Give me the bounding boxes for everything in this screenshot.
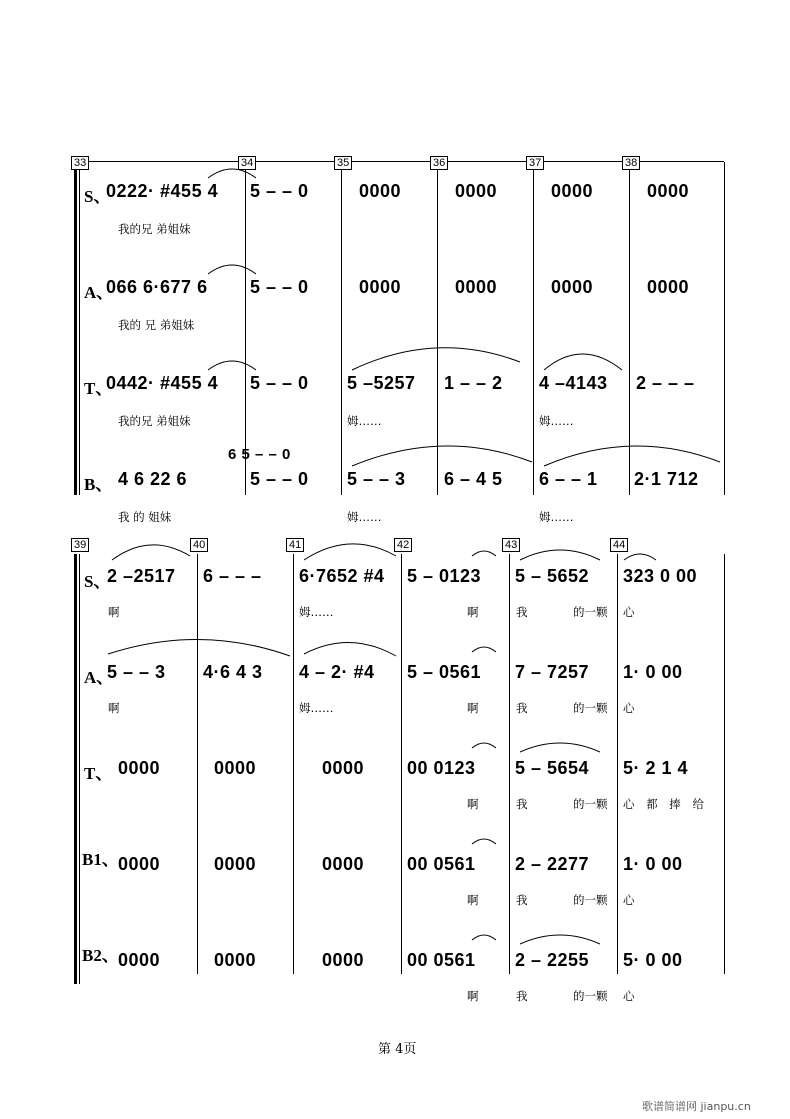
notes: 5· 2 1 4 [623,758,689,778]
notes: 0000 [118,758,161,778]
slur [544,354,622,370]
notes: 7 – 7257 [515,662,590,682]
lyric: 的一颗 [573,989,608,1003]
lyric: 我 [516,797,528,811]
watermark: 歌谱简谱网 jianpu.cn [642,1100,751,1113]
notes: 4·6 4 3 [203,662,263,682]
measure-number: 43 [502,538,520,552]
notes: 5 – – 3 [107,662,166,682]
lyric: 姆…… [347,510,382,524]
slur [352,348,520,370]
notes: 5 – – 0 [250,277,309,297]
lyric: 姆…… [299,701,334,715]
notes: 0000 [551,277,594,297]
lyric: 的一颗 [573,701,608,715]
slur [472,935,496,940]
part-label-bass: B、 [84,475,113,494]
lyric: 啊 [467,701,479,715]
lyric: 姆…… [539,510,574,524]
lyric: 啊 [108,605,120,619]
slur [208,361,256,370]
slur [108,639,290,656]
lyric: 啊 [467,797,479,811]
lyric: 我的 兄 弟姐妹 [118,318,195,332]
notes: 6 – 4 5 [444,469,503,489]
measure-number: 41 [286,538,304,552]
slur [352,446,532,466]
lyric: 啊 [467,605,479,619]
slur [208,169,256,178]
measure-number: 37 [526,156,544,170]
notes: 066 6·677 6 [106,277,208,297]
notes: 2·1 712 [634,469,699,489]
notes: 0000 [647,181,690,201]
notes: 0222· #455 4 [106,181,219,201]
notes: 0000 [551,181,594,201]
slur [520,550,600,560]
lyric: 我 [516,605,528,619]
notes: 0000 [455,277,498,297]
notes: 2 – – – [636,373,695,393]
lyric: 的一颗 [573,797,608,811]
notes: 0000 [322,854,365,874]
notes: 5 – 5654 [515,758,590,778]
lyric: 啊 [467,893,479,907]
lyric: 姆…… [299,605,334,619]
notes: 0000 [322,950,365,970]
notes-upper: 6 5 – – 0 [228,446,291,463]
notes: 5 – – 0 [250,181,309,201]
notes: 4 –4143 [539,373,608,393]
notes: 0000 [214,758,257,778]
lyric: 姆…… [539,414,574,428]
notes: 00 0561 [407,950,476,970]
part-label-tenor: T、 [84,379,113,398]
slur [472,743,496,748]
notes: 2 –2517 [107,566,176,586]
page-number: 第 4页 [378,1042,417,1057]
part-label-tenor: T、 [84,764,113,783]
lyric: 心 [623,605,635,619]
part-label-bass2: B2、 [82,946,119,965]
notes: 1· 0 00 [623,662,683,682]
lyric: 心 都 捧 给 [623,797,704,811]
lyric: 心 [623,701,635,715]
notes: 00 0123 [407,758,476,778]
lyric: 姆…… [347,414,382,428]
lyric: 我 [516,701,528,715]
measure-number: 36 [430,156,448,170]
slur [624,554,656,560]
notes: 1· 0 00 [623,854,683,874]
slur [472,839,496,844]
measure-number: 33 [71,156,89,170]
slur [544,446,720,466]
slur [472,647,496,652]
slur [112,545,190,560]
notes: 5 – 0123 [407,566,482,586]
measure-number: 42 [394,538,412,552]
lyric: 的一颗 [573,893,608,907]
lyric: 我的兄 弟姐妹 [118,222,191,236]
notes: 5· 0 00 [623,950,683,970]
measure-number: 35 [334,156,352,170]
notes: 0000 [359,277,402,297]
lyric: 我 [516,989,528,1003]
notes: 0000 [359,181,402,201]
measure-number: 34 [238,156,256,170]
slur [520,935,600,944]
notes: 323 0 00 [623,566,698,586]
notes: 6 – – 1 [539,469,598,489]
notes: 2 – 2255 [515,950,590,970]
notes: 0000 [118,950,161,970]
slur [520,743,600,752]
notes: 6·7652 #4 [299,566,385,586]
lyric: 我 [516,893,528,907]
notes: 00 0561 [407,854,476,874]
notes: 4 6 22 6 [118,469,188,489]
slur [472,551,496,556]
notes: 5 – – 0 [250,469,309,489]
notes: 4 – 2· #4 [299,662,375,682]
measure-number: 44 [610,538,628,552]
notes: 0000 [647,277,690,297]
notes: 5 – – 0 [250,373,309,393]
notes: 0000 [322,758,365,778]
slur [304,544,396,560]
part-label-bass1: B1、 [82,850,119,869]
notes: 2 – 2277 [515,854,590,874]
measure-number: 38 [622,156,640,170]
part-label-alto: A、 [84,283,114,302]
lyric: 啊 [467,989,479,1003]
slur [208,265,256,274]
notes: 1 – – 2 [444,373,503,393]
measure-number: 39 [71,538,89,552]
lyric: 我 的 姐妹 [118,510,172,524]
notes: 0000 [455,181,498,201]
part-label-soprano: S、 [84,572,111,591]
lyric: 心 [623,893,635,907]
notes: 6 – – – [203,566,262,586]
part-label-alto: A、 [84,668,114,687]
lyric: 啊 [108,701,120,715]
notes: 0000 [214,950,257,970]
notes: 5 – – 3 [347,469,406,489]
lyric: 的一颗 [573,605,608,619]
lyric: 我的兄 弟姐妹 [118,414,191,428]
notes: 0442· #455 4 [106,373,219,393]
notes: 5 – 0561 [407,662,482,682]
part-label-soprano: S、 [84,187,111,206]
slur [304,642,396,656]
notes: 5 –5257 [347,373,416,393]
lyric: 心 [623,989,635,1003]
notes: 0000 [118,854,161,874]
notes: 5 – 5652 [515,566,590,586]
measure-number: 40 [190,538,208,552]
notes: 0000 [214,854,257,874]
